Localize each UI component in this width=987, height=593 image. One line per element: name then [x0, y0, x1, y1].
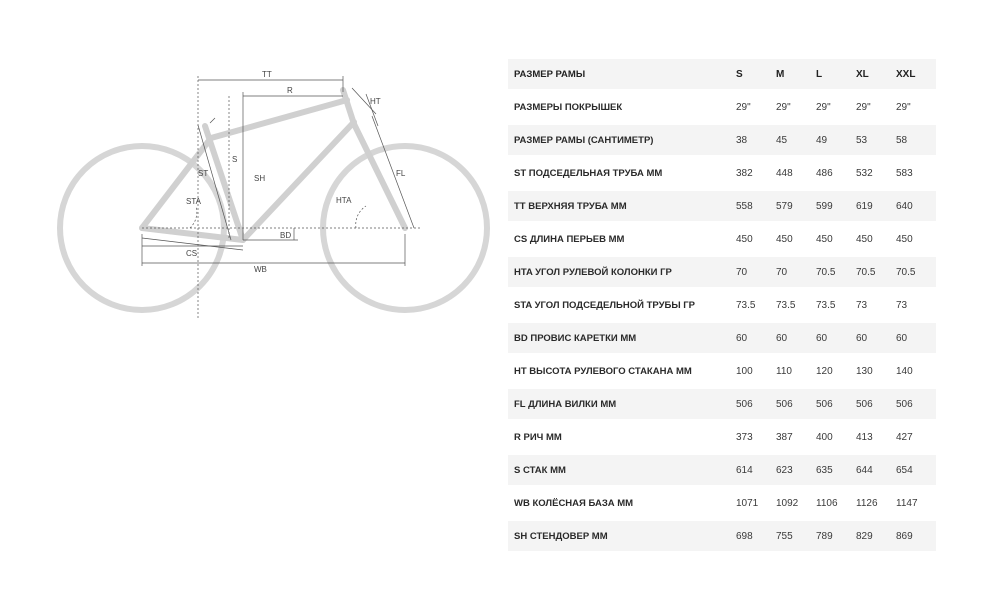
row-value: 29" — [896, 92, 936, 122]
ht-label: HT — [370, 97, 381, 106]
hta-label: HTA — [336, 196, 352, 205]
row-value: 29" — [776, 92, 816, 122]
row-value: 73.5 — [736, 290, 776, 320]
header-size: XXL — [896, 59, 936, 89]
row-value: 450 — [816, 224, 856, 254]
row-value: 70 — [736, 257, 776, 287]
table-row — [508, 257, 936, 287]
table-row — [508, 488, 936, 518]
row-label: R РИЧ ММ — [508, 422, 736, 452]
hta-arc — [356, 206, 366, 228]
table-row — [508, 158, 936, 188]
row-value: 1126 — [856, 488, 896, 518]
row-value: 49 — [816, 125, 856, 155]
row-value: 506 — [896, 389, 936, 419]
sta-arc — [190, 206, 197, 228]
row-value: 130 — [856, 356, 896, 386]
row-value: 579 — [776, 191, 816, 221]
row-value: 373 — [736, 422, 776, 452]
row-value: 654 — [896, 455, 936, 485]
row-label: WB КОЛЁСНАЯ БАЗА ММ — [508, 488, 736, 518]
row-value: 640 — [896, 191, 936, 221]
row-value: 599 — [816, 191, 856, 221]
table-row — [508, 191, 936, 221]
table-row — [508, 323, 936, 353]
sta-label: STA — [186, 197, 201, 206]
head-tube — [343, 90, 354, 124]
row-value: 73 — [896, 290, 936, 320]
header-size: S — [736, 59, 776, 89]
bd-label: BD — [280, 231, 292, 240]
row-value: 1147 — [896, 488, 936, 518]
row-label: CS ДЛИНА ПЕРЬЕВ ММ — [508, 224, 736, 254]
row-value: 70.5 — [896, 257, 936, 287]
s-label: S — [232, 155, 238, 164]
row-value: 58 — [896, 125, 936, 155]
wb-label: WB — [254, 265, 267, 274]
row-value: 506 — [776, 389, 816, 419]
row-value: 1071 — [736, 488, 776, 518]
row-value: 413 — [856, 422, 896, 452]
row-value: 70 — [776, 257, 816, 287]
row-value: 45 — [776, 125, 816, 155]
row-value: 110 — [776, 356, 816, 386]
row-label: HT ВЫСОТА РУЛЕВОГО СТАКАНА ММ — [508, 356, 736, 386]
row-value: 450 — [736, 224, 776, 254]
row-label: BD ПРОВИС КАРЕТКИ ММ — [508, 323, 736, 353]
table-row — [508, 125, 936, 155]
row-value: 869 — [896, 521, 936, 551]
row-value: 755 — [776, 521, 816, 551]
row-value: 29" — [816, 92, 856, 122]
geometry-table — [508, 56, 936, 554]
row-value: 506 — [856, 389, 896, 419]
row-value: 450 — [896, 224, 936, 254]
row-value: 38 — [736, 125, 776, 155]
top-tube — [211, 100, 347, 138]
frame — [142, 90, 405, 240]
row-value: 60 — [856, 323, 896, 353]
table-row — [508, 389, 936, 419]
table-row — [508, 521, 936, 551]
row-value: 1092 — [776, 488, 816, 518]
row-value: 73.5 — [816, 290, 856, 320]
row-value: 382 — [736, 158, 776, 188]
row-label: TT ВЕРХНЯЯ ТРУБА ММ — [508, 191, 736, 221]
row-value: 29" — [736, 92, 776, 122]
header-size: XL — [856, 59, 896, 89]
row-value: 450 — [776, 224, 816, 254]
table-row — [508, 356, 936, 386]
row-value: 29" — [856, 92, 896, 122]
header-size: L — [816, 59, 856, 89]
row-value: 400 — [816, 422, 856, 452]
row-value: 698 — [736, 521, 776, 551]
row-label: SH СТЕНДОВЕР ММ — [508, 521, 736, 551]
row-value: 60 — [816, 323, 856, 353]
row-value: 60 — [896, 323, 936, 353]
st-label: ST — [198, 169, 209, 178]
row-value: 583 — [896, 158, 936, 188]
cs-label: CS — [186, 249, 198, 258]
row-value: 73 — [856, 290, 896, 320]
row-value: 53 — [856, 125, 896, 155]
row-label: РАЗМЕРЫ ПОКРЫШЕК — [508, 92, 736, 122]
row-value: 506 — [816, 389, 856, 419]
row-value: 140 — [896, 356, 936, 386]
row-label: S СТАК ММ — [508, 455, 736, 485]
row-value: 100 — [736, 356, 776, 386]
tt-label: TT — [262, 70, 272, 79]
row-value: 73.5 — [776, 290, 816, 320]
row-value: 70.5 — [856, 257, 896, 287]
row-value: 558 — [736, 191, 776, 221]
header-size: M — [776, 59, 816, 89]
r-label: R — [287, 86, 293, 95]
table-row — [508, 422, 936, 452]
row-value: 427 — [896, 422, 936, 452]
row-value: 60 — [776, 323, 816, 353]
row-value: 506 — [736, 389, 776, 419]
sh-label: SH — [254, 174, 266, 183]
fl-label: FL — [396, 169, 406, 178]
table-row — [508, 455, 936, 485]
row-value: 486 — [816, 158, 856, 188]
row-value: 70.5 — [816, 257, 856, 287]
row-value: 635 — [816, 455, 856, 485]
row-value: 1106 — [816, 488, 856, 518]
row-value: 450 — [856, 224, 896, 254]
row-label: FL ДЛИНА ВИЛКИ ММ — [508, 389, 736, 419]
row-value: 120 — [816, 356, 856, 386]
row-value: 614 — [736, 455, 776, 485]
row-value: 623 — [776, 455, 816, 485]
st-tick — [210, 118, 215, 123]
row-label: HTA УГОЛ РУЛЕВОЙ КОЛОНКИ ГР — [508, 257, 736, 287]
table-row — [508, 224, 936, 254]
row-value: 448 — [776, 158, 816, 188]
table-header-row — [508, 59, 936, 89]
row-label: STA УГОЛ ПОДСЕДЕЛЬНОЙ ТРУБЫ ГР — [508, 290, 736, 320]
table-row — [508, 290, 936, 320]
table-row — [508, 92, 936, 122]
row-value: 619 — [856, 191, 896, 221]
header-label: РАЗМЕР РАМЫ — [508, 59, 736, 89]
row-value: 532 — [856, 158, 896, 188]
row-label: РАЗМЕР РАМЫ (САНТИМЕТР) — [508, 125, 736, 155]
row-value: 789 — [816, 521, 856, 551]
row-value: 644 — [856, 455, 896, 485]
row-value: 829 — [856, 521, 896, 551]
geometry-table-body — [508, 59, 936, 551]
row-value: 60 — [736, 323, 776, 353]
row-value: 387 — [776, 422, 816, 452]
row-label: ST ПОДСЕДЕЛЬНАЯ ТРУБА ММ — [508, 158, 736, 188]
